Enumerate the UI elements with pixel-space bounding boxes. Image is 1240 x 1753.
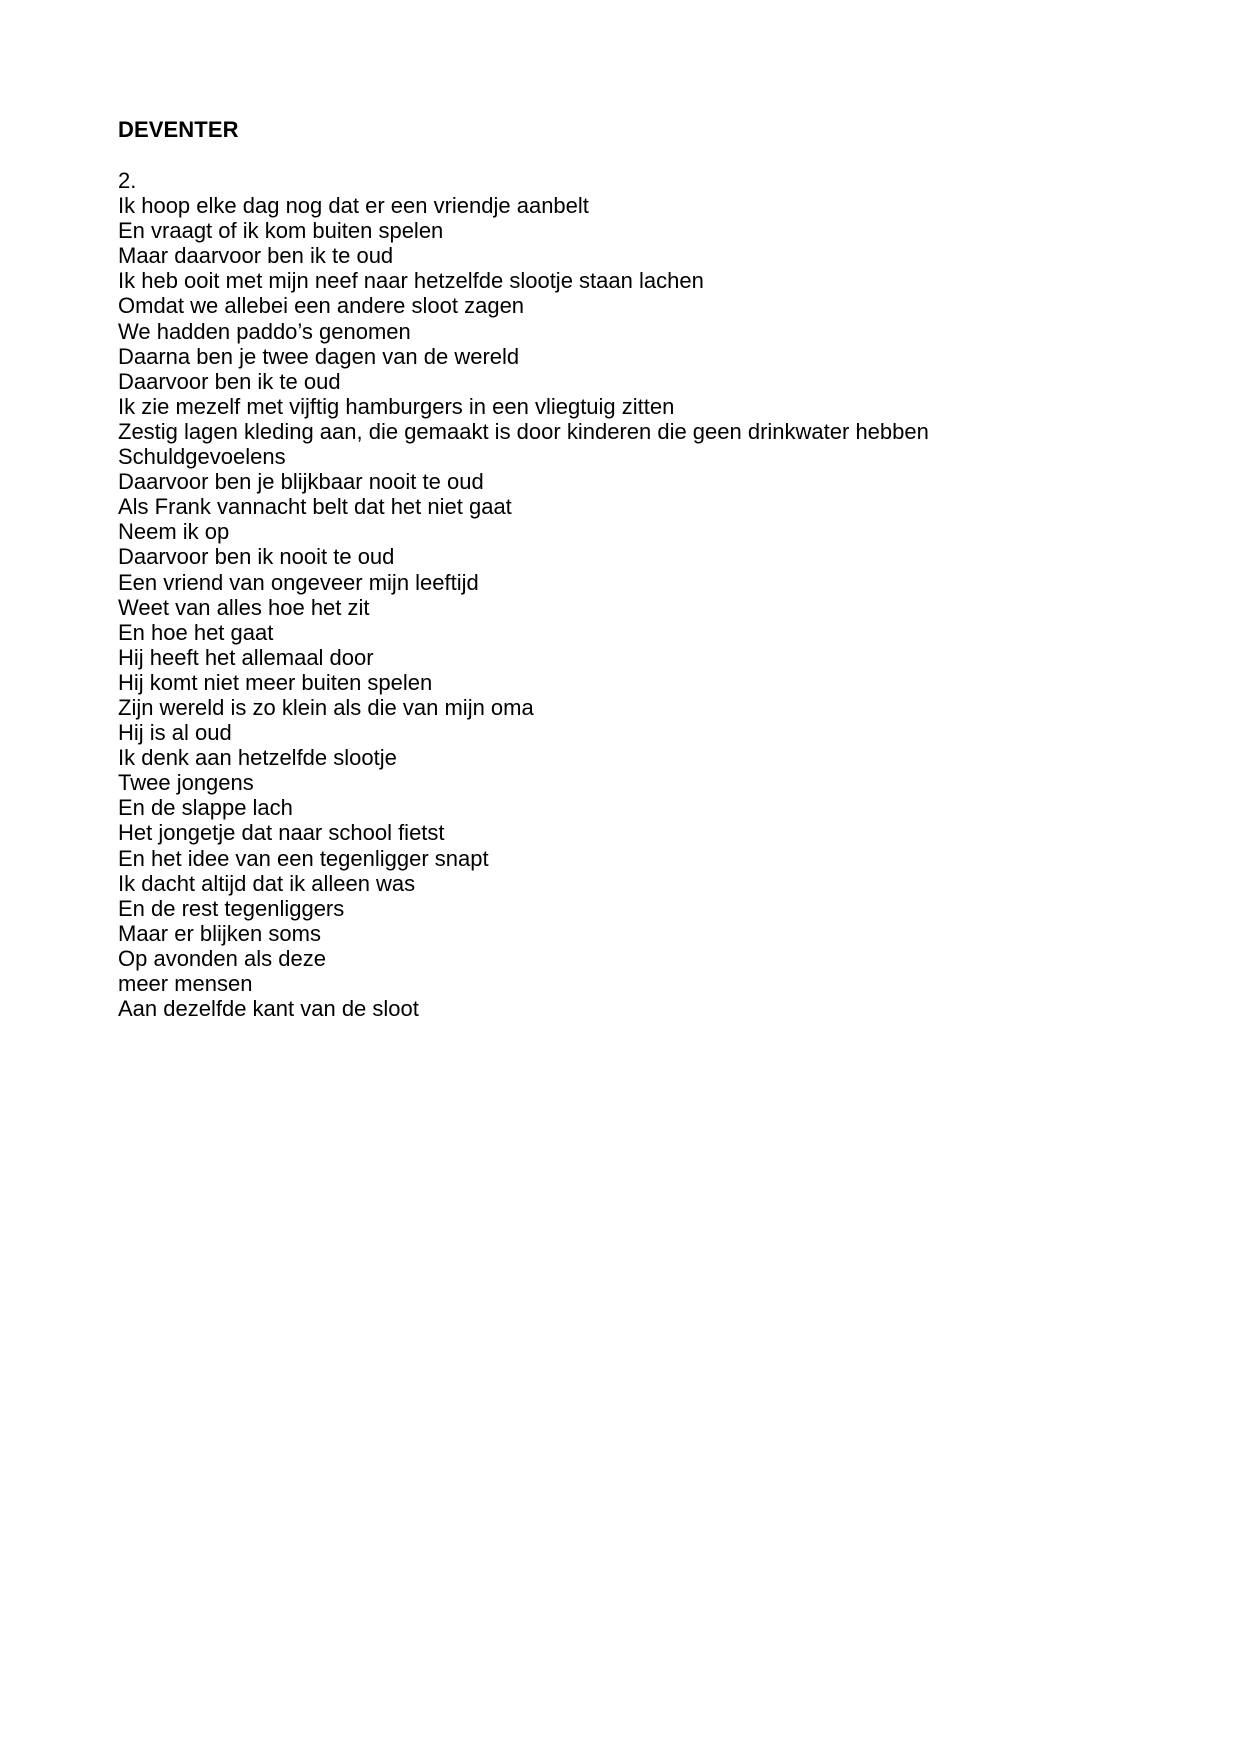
poem-line: Ik denk aan hetzelfde slootje <box>118 745 397 771</box>
poem-line: Daarvoor ben ik te oud <box>118 368 341 394</box>
poem-line: Omdat we allebei een andere sloot zagen <box>118 293 525 319</box>
poem-line: Een vriend van ongeveer mijn leeftijd <box>118 569 479 595</box>
poem-line: Ik zie mezelf met vijftig hamburgers in een vliegtuig zitten <box>118 393 675 419</box>
poem-line: Hij is al oud <box>118 720 232 746</box>
poem-line: 2. <box>118 168 137 193</box>
poem-line: Ik dacht altijd dat ik alleen was <box>118 870 416 896</box>
poem-line: Daarvoor ben je blijkbaar nooit te oud <box>118 469 484 495</box>
poem-line: En vraagt of ik kom buiten spelen <box>118 218 444 244</box>
document-title: DEVENTER <box>118 117 239 142</box>
poem-body <box>118 168 929 1021</box>
poem-line: Weet van alles hoe het zit <box>118 594 370 620</box>
poem-line: En het idee van een tegenligger snapt <box>118 845 489 871</box>
poem-line: Maar er blijken soms <box>118 920 321 946</box>
poem-line: We hadden paddo’s genomen <box>118 318 411 344</box>
poem-line: Twee jongens <box>118 770 254 796</box>
poem-line: Daarna ben je twee dagen van de wereld <box>118 343 520 369</box>
poem-line: Daarvoor ben ik nooit te oud <box>118 544 395 570</box>
poem-line: En de rest tegenliggers <box>118 895 345 921</box>
poem-line: Schuldgevoelens <box>118 444 286 470</box>
poem-line: En hoe het gaat <box>118 619 274 645</box>
poem-line: meer mensen <box>118 971 253 996</box>
poem-line: Ik hoop elke dag nog dat er een vriendje aanbelt <box>118 193 589 219</box>
poem-line: Ik heb ooit met mijn neef naar hetzelfde slootje staan lachen <box>118 268 704 294</box>
poem-line: Zijn wereld is zo klein als die van mijn oma <box>118 694 534 720</box>
poem-line: Zestig lagen kleding aan, die gemaakt is door kinderen die geen drinkwater hebben <box>118 418 929 444</box>
poem-line: En de slappe lach <box>118 795 293 821</box>
poem-line: Als Frank vannacht belt dat het niet gaat <box>118 494 512 520</box>
poem-line: Hij heeft het allemaal door <box>118 644 374 670</box>
poem-line: Maar daarvoor ben ik te oud <box>118 243 394 269</box>
poem-line: Op avonden als deze <box>118 945 326 971</box>
poem-line: Het jongetje dat naar school fietst <box>118 820 445 846</box>
poem-line: Hij komt niet meer buiten spelen <box>118 669 433 695</box>
poem-line: Aan dezelfde kant van de sloot <box>118 996 419 1022</box>
poem-line: Neem ik op <box>118 519 230 545</box>
